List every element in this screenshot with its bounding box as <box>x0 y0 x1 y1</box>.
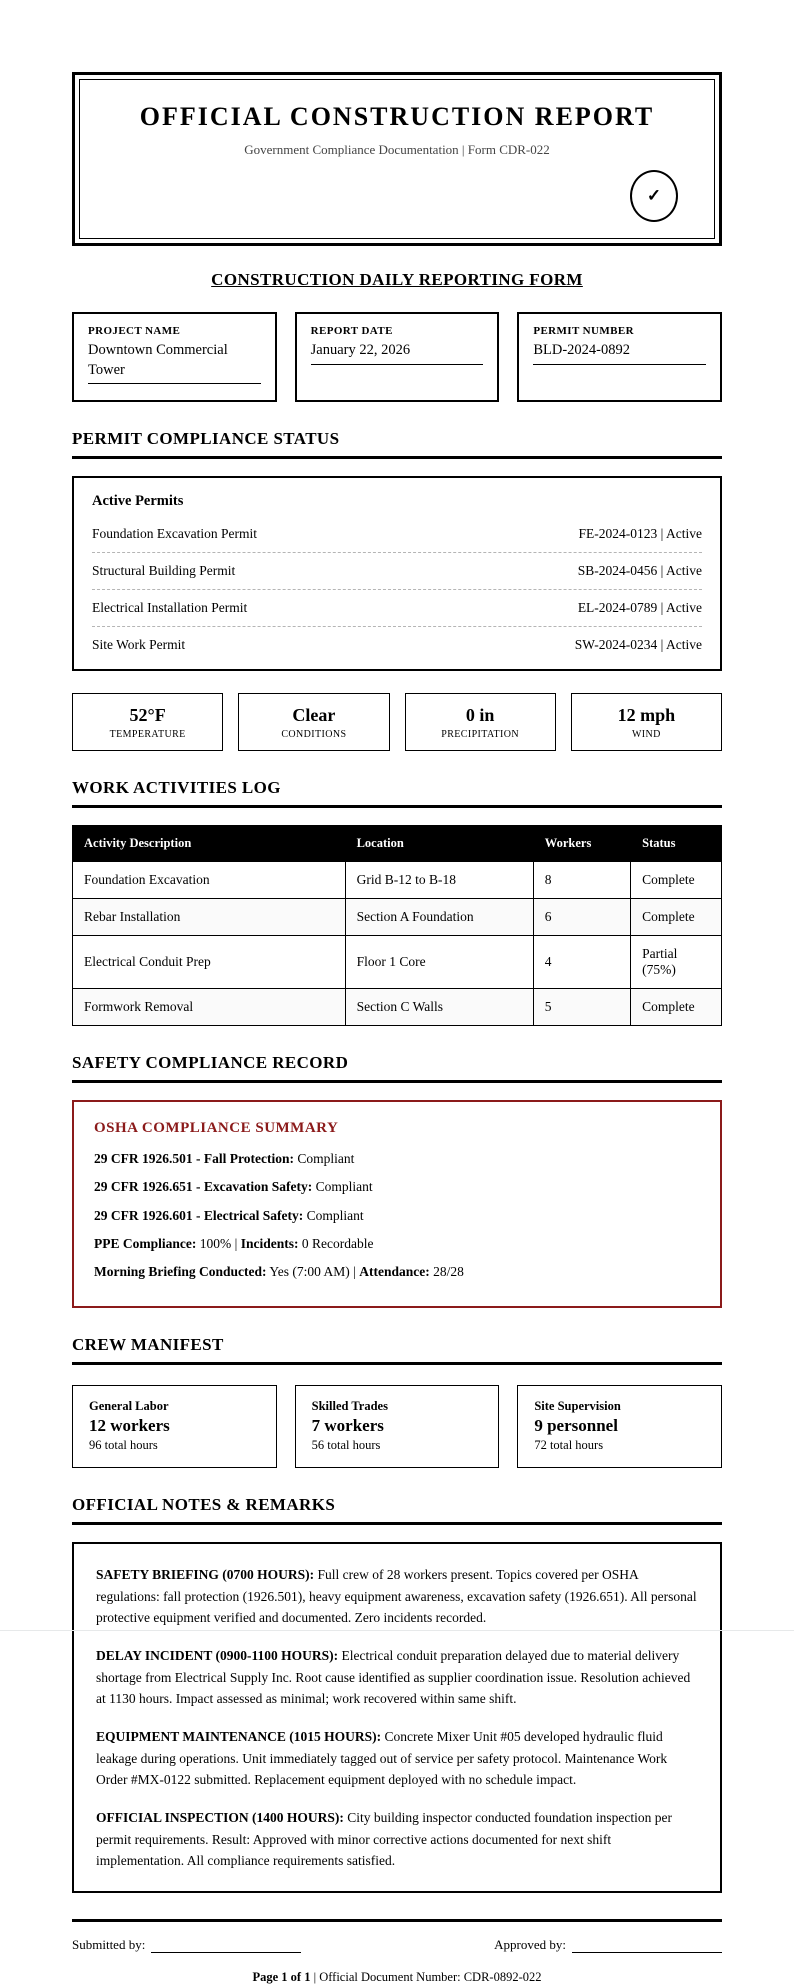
note-label: SAFETY BRIEFING (0700 HOURS): <box>96 1567 315 1583</box>
column-header-location: Location <box>345 826 533 862</box>
permit-name: Electrical Installation Permit <box>92 600 248 616</box>
checkmark-seal-icon: ✓ <box>630 170 678 222</box>
document-header-inner <box>79 79 715 239</box>
permit-name: Structural Building Permit <box>92 563 236 579</box>
active-permits-title: Active Permits <box>92 493 184 510</box>
column-header-workers: Workers <box>533 826 630 862</box>
osha-compliance-line: 29 CFR 1926.651 - Excavation Safety: Compliant <box>94 1179 373 1195</box>
note-entry <box>96 1564 698 1628</box>
cell-status: Partial (75%) <box>631 936 722 989</box>
field-value: Downtown Commercial Tower <box>88 341 261 384</box>
official-notes-box <box>72 1542 722 1893</box>
weather-value: 12 mph <box>617 705 676 726</box>
crew-category: Skilled Trades <box>311 1399 388 1414</box>
cell-workers: 4 <box>533 936 630 989</box>
active-permits-box <box>72 476 722 671</box>
weather-label: CONDITIONS <box>281 729 347 741</box>
page-info <box>72 1970 722 1985</box>
form-field-box <box>72 312 277 402</box>
note-text: Full crew of 28 workers present. Topics covered per OSHA regulations: fall protection (1926.501), heavy equipment awareness, excavation safety (1926.651). All personal protective equipment verified and documented. Zero incidents recorded. <box>96 1567 697 1626</box>
viewport-bottom-line <box>0 1630 794 1631</box>
cell-workers: 5 <box>533 989 630 1026</box>
cell-activity: Formwork Removal <box>73 989 346 1026</box>
footer-divider <box>72 1919 722 1922</box>
note-entry <box>96 1726 698 1790</box>
approved-by-block <box>494 1937 722 1953</box>
section-title-work-activities: WORK ACTIVITIES LOG <box>72 778 722 808</box>
section-title-permit-compliance: PERMIT COMPLIANCE STATUS <box>72 429 722 459</box>
cell-location: Floor 1 Core <box>345 936 533 989</box>
crew-count: 12 workers <box>89 1416 170 1436</box>
table-row <box>73 862 722 899</box>
crew-group-box <box>72 1385 277 1468</box>
form-title: CONSTRUCTION DAILY REPORTING FORM <box>211 270 583 289</box>
weather-label: WIND <box>631 729 661 741</box>
permit-name: Site Work Permit <box>92 637 186 653</box>
cell-activity: Rebar Installation <box>73 899 346 936</box>
weather-label: PRECIPITATION <box>441 729 519 741</box>
crew-group-box <box>517 1385 722 1468</box>
crew-hours: 56 total hours <box>311 1438 381 1453</box>
permit-row <box>92 627 702 663</box>
osha-compliance-title: OSHA COMPLIANCE SUMMARY <box>94 1120 339 1137</box>
osha-lines <box>94 1149 700 1282</box>
cell-activity: Foundation Excavation <box>73 862 346 899</box>
note-text: City building inspector conducted foundation inspection per permit requirements. Result: Approved with minor corrective actions documented for next shift implementation. All compliance requirements satisfied. <box>96 1810 672 1868</box>
weather-summary <box>72 693 722 751</box>
work-activities-table <box>72 825 722 1026</box>
permit-status: SW-2024-0234 | Active <box>574 637 702 653</box>
crew-count: 9 personnel <box>534 1416 618 1436</box>
field-value: BLD-2024-0892 <box>533 341 706 365</box>
cell-location: Section C Walls <box>345 989 533 1026</box>
section-title-crew-manifest: CREW MANIFEST <box>72 1335 722 1365</box>
osha-compliance-line: 29 CFR 1926.501 - Fall Protection: Compliant <box>94 1151 355 1167</box>
permit-status: FE-2024-0123 | Active <box>578 526 702 542</box>
crew-hours: 72 total hours <box>534 1438 604 1453</box>
column-header-status: Status <box>631 826 722 862</box>
note-text: Electrical conduit preparation delayed due to material delivery shortage from Electrical Supply Inc. Root cause identified as supplier coordination issue. Resolution achieved at 1130 hours. Impact assessed as minimal; work recovered within same shift. <box>96 1648 691 1707</box>
crew-manifest-boxes <box>72 1385 722 1468</box>
note-entry <box>96 1807 698 1871</box>
signature-row <box>72 1937 722 1953</box>
weather-box <box>571 693 722 751</box>
form-fields <box>72 312 722 402</box>
field-value: January 22, 2026 <box>311 341 484 365</box>
permit-row <box>92 553 702 590</box>
column-header-activity: Activity Description <box>73 826 346 862</box>
permit-name: Foundation Excavation Permit <box>92 526 257 542</box>
document-title: OFFICIAL CONSTRUCTION REPORT <box>139 102 655 131</box>
osha-compliance-line: Morning Briefing Conducted: Yes (7:00 AM) | Attendance: 28/28 <box>94 1264 464 1280</box>
cell-activity: Electrical Conduit Prep <box>73 936 346 989</box>
osha-compliance-line: PPE Compliance: 100% | Incidents: 0 Recordable <box>94 1235 374 1251</box>
section-title-safety-compliance: SAFETY COMPLIANCE RECORD <box>72 1053 722 1083</box>
cell-status: Complete <box>631 862 722 899</box>
permit-row <box>92 590 702 627</box>
cell-location: Section A Foundation <box>345 899 533 936</box>
report-page <box>72 0 722 1985</box>
osha-compliance-line: 29 CFR 1926.601 - Electrical Safety: Compliant <box>94 1207 364 1223</box>
form-field-box <box>517 312 722 402</box>
crew-category: Site Supervision <box>534 1399 621 1414</box>
permit-row <box>92 516 702 553</box>
field-label: PERMIT NUMBER <box>533 325 634 337</box>
table-row <box>73 899 722 936</box>
table-row <box>73 936 722 989</box>
weather-box <box>405 693 556 751</box>
crew-count: 7 workers <box>311 1416 384 1436</box>
submitted-by-label: Submitted by: <box>72 1937 146 1953</box>
table-header-row <box>73 826 722 862</box>
submitted-by-signature-line <box>151 1939 301 1953</box>
cell-workers: 8 <box>533 862 630 899</box>
note-label: OFFICIAL INSPECTION (1400 HOURS): <box>96 1810 344 1826</box>
cell-location: Grid B-12 to B-18 <box>345 862 533 899</box>
seal-row <box>104 170 690 222</box>
weather-value: Clear <box>292 705 336 726</box>
note-entry <box>96 1645 698 1709</box>
note-label: DELAY INCIDENT (0900-1100 HOURS): <box>96 1648 339 1664</box>
cell-status: Complete <box>631 899 722 936</box>
approved-by-signature-line <box>572 1939 722 1953</box>
submitted-by-block <box>72 1937 301 1953</box>
weather-box <box>238 693 389 751</box>
section-title-official-notes: OFFICIAL NOTES & REMARKS <box>72 1495 722 1525</box>
note-text: Concrete Mixer Unit #05 developed hydraulic fluid leakage during operations. Unit immediately tagged out of service per safety protocol. Maintenance Work Order #MX-0122 submitted. Replacement equipment deployed with no schedule impact. <box>96 1729 668 1787</box>
note-label: EQUIPMENT MAINTENANCE (1015 HOURS): <box>96 1729 382 1745</box>
table-row <box>73 989 722 1026</box>
weather-box <box>72 693 223 751</box>
form-field-box <box>295 312 500 402</box>
cell-workers: 6 <box>533 899 630 936</box>
permit-status: EL-2024-0789 | Active <box>577 600 702 616</box>
page-number: Page 1 of 1 <box>252 1970 311 1985</box>
osha-compliance-box <box>72 1100 722 1308</box>
weather-value: 0 in <box>465 705 495 726</box>
cell-status: Complete <box>631 989 722 1026</box>
document-number: | Official Document Number: CDR-0892-022 <box>310 1970 542 1985</box>
field-label: REPORT DATE <box>310 325 393 337</box>
document-subtitle: Government Compliance Documentation | Form CDR-022 <box>244 142 550 157</box>
permit-status: SB-2024-0456 | Active <box>577 563 702 579</box>
crew-category: General Labor <box>89 1399 169 1414</box>
approved-by-label: Approved by: <box>494 1937 566 1953</box>
weather-value: 52°F <box>129 705 166 726</box>
field-label: PROJECT NAME <box>88 325 181 337</box>
crew-hours: 96 total hours <box>89 1438 158 1453</box>
permit-list <box>92 516 702 663</box>
crew-group-box <box>295 1385 500 1468</box>
weather-label: TEMPERATURE <box>109 729 186 741</box>
document-header <box>72 72 722 246</box>
work-activities-table-head <box>73 826 722 862</box>
work-activities-table-body <box>73 862 722 1026</box>
